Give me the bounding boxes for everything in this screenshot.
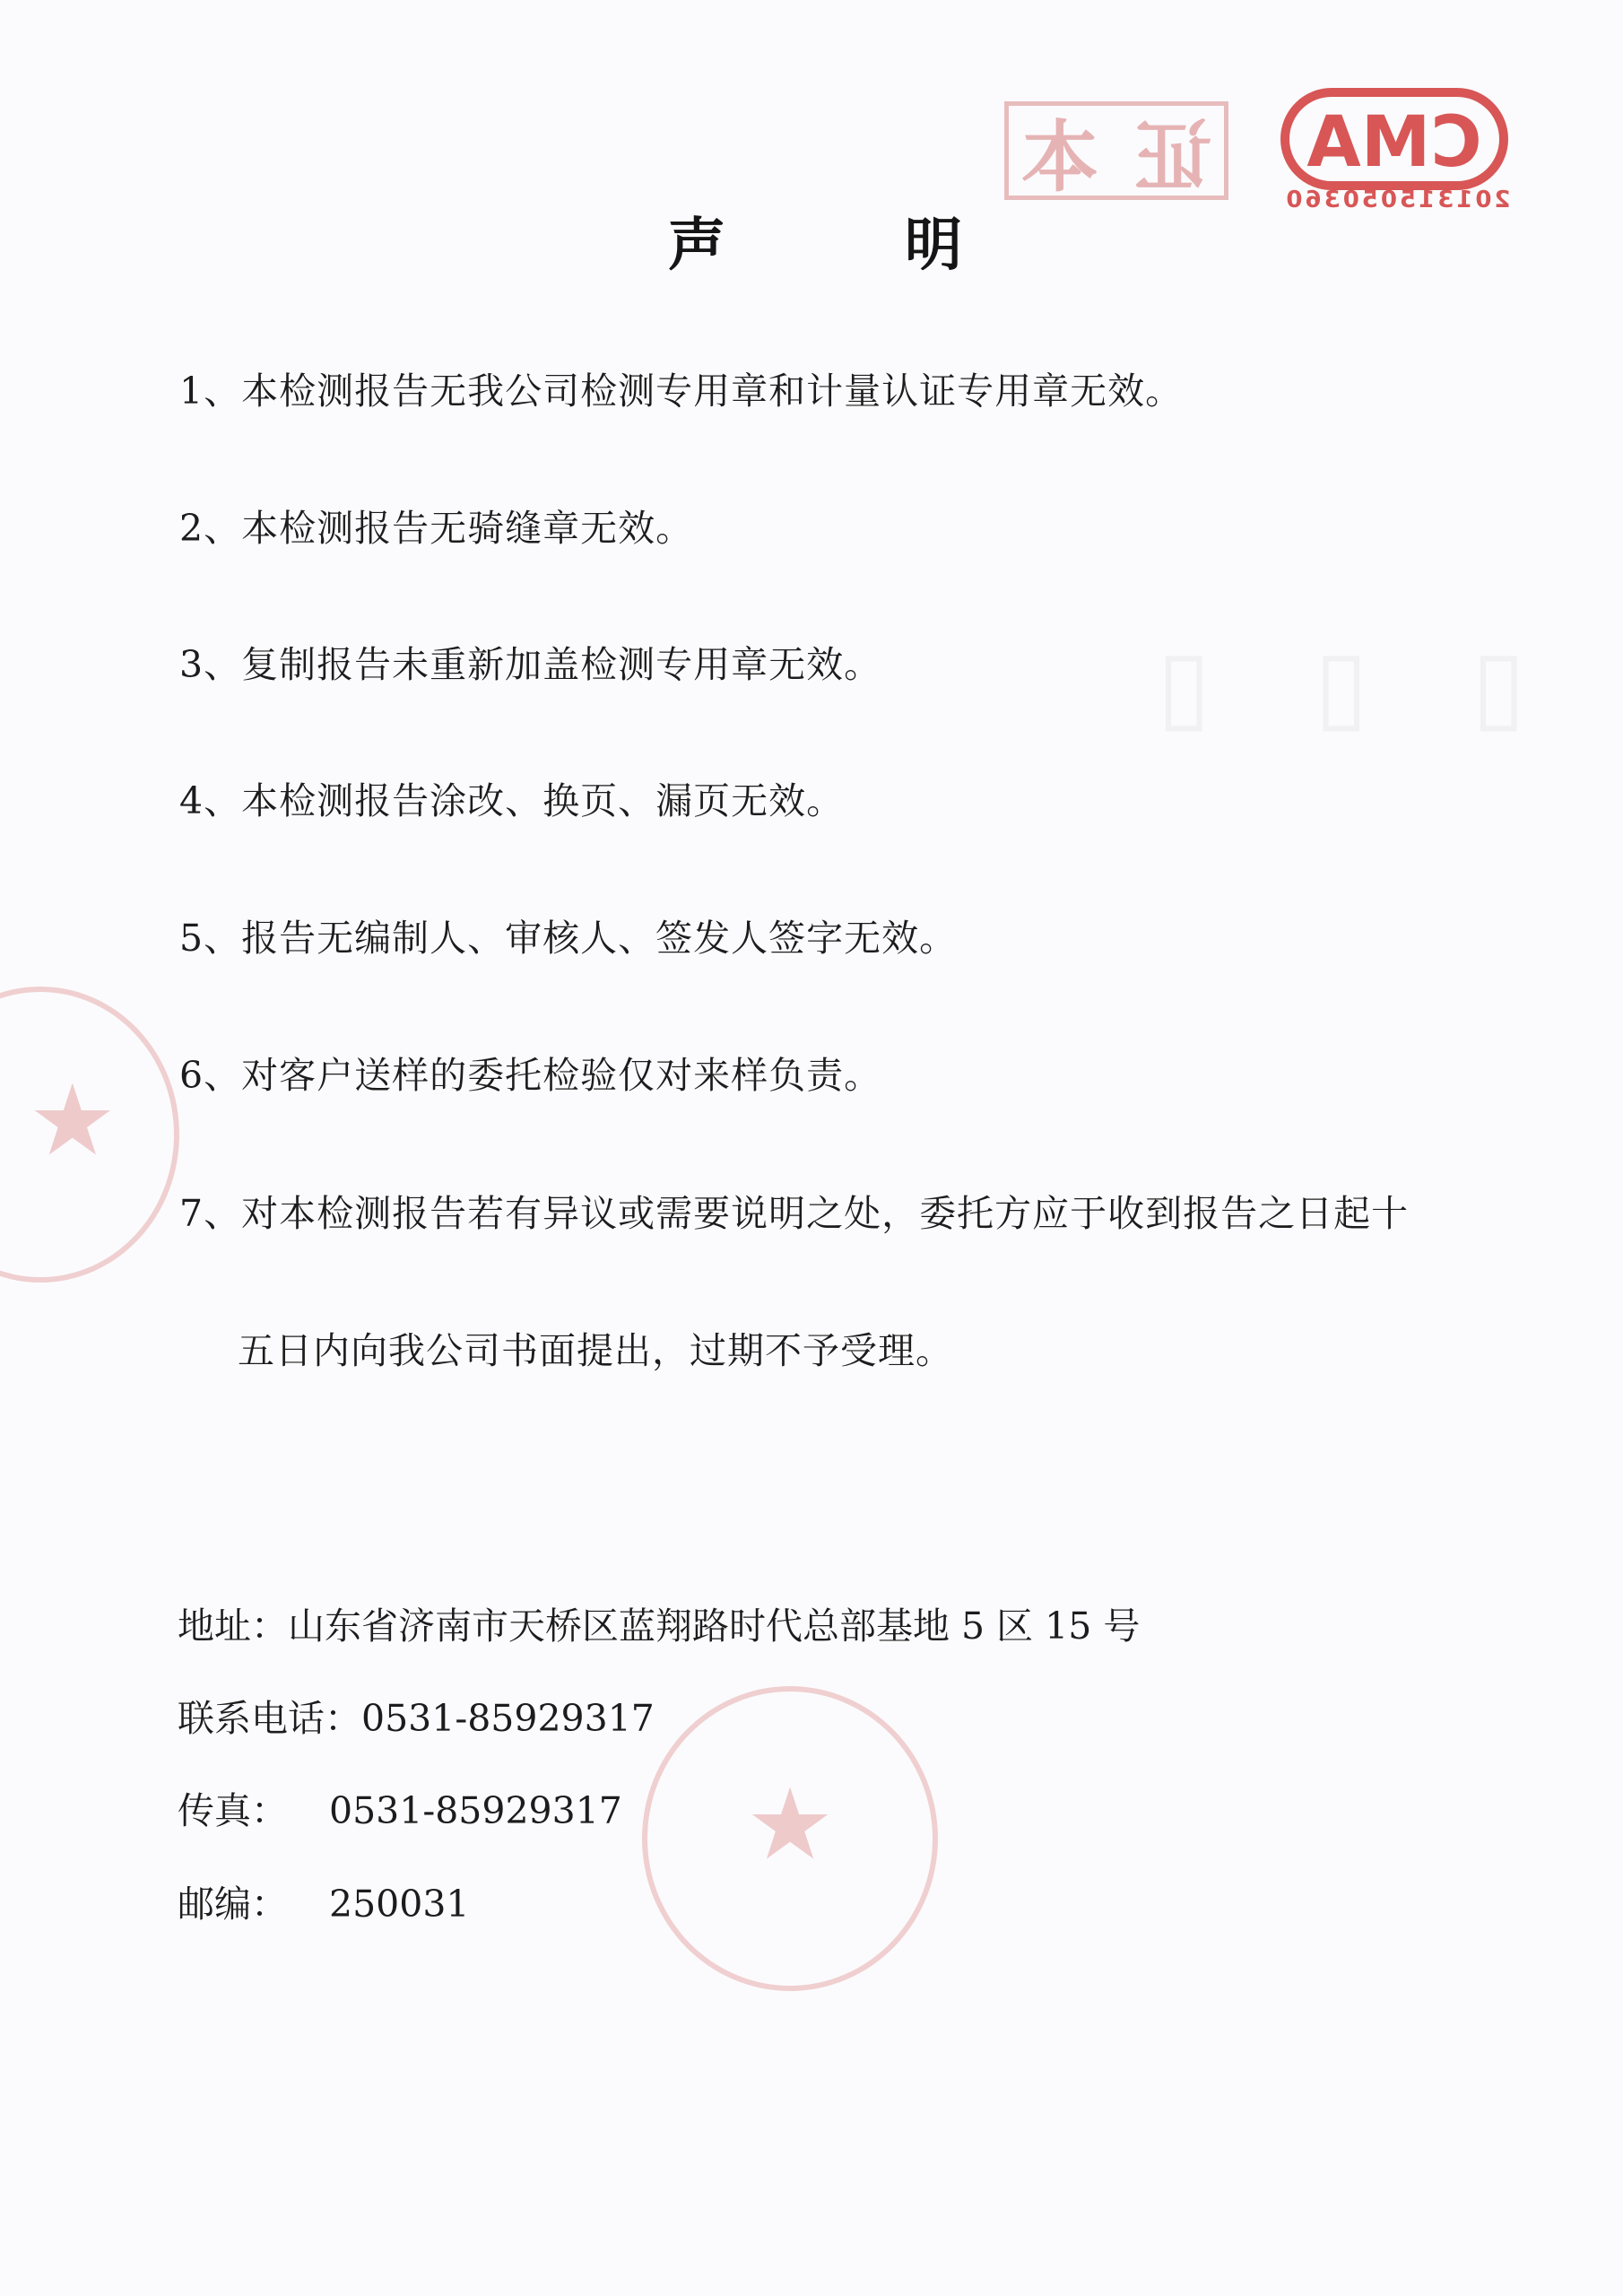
page-title: 声明 [668, 212, 1141, 279]
address-value: 山东省济南市天桥区蓝翔路时代总部基地 5 区 15 号 [288, 1605, 1141, 1648]
seal-star-icon: ★ [745, 1766, 835, 1882]
postcode-value: 250031 [329, 1883, 470, 1926]
statement-item-1: 1、本检测报告无我公司检测专用章和计量认证专用章无效。 [179, 370, 1184, 413]
statement-item-6: 6、对客户送样的委托检验仅对来样负责。 [179, 1054, 882, 1097]
statement-item-7: 7、对本检测报告若有异议或需要说明之处，委托方应于收到报告之日起十 [179, 1192, 1410, 1235]
round-seal-left [0, 987, 179, 1283]
postcode-label: 邮编： [178, 1883, 288, 1926]
postcode-line [178, 1874, 470, 1927]
show-through-text: ▯ ▯ ▯ [1157, 628, 1562, 743]
round-seal-bottom [642, 1686, 938, 1991]
statement-item-4: 4、本检测报告涂改、换页、漏页无效。 [179, 779, 845, 822]
phone-line [178, 1689, 655, 1742]
fax-value: 0531-85929317 [329, 1789, 622, 1832]
phone-value: 0531-85929317 [361, 1697, 655, 1740]
phone-label: 联系电话： [178, 1697, 361, 1740]
statement-item-3: 3、复制报告未重新加盖检测专用章无效。 [179, 643, 882, 686]
svg-text:CMA: CMA [1306, 102, 1482, 183]
statement-item-7-continuation: 五日内向我公司书面提出，过期不予受理。 [238, 1329, 953, 1372]
benzheng-char-2: 证 [1129, 112, 1211, 203]
fax-line [178, 1781, 622, 1834]
statement-item-2: 2、本检测报告无骑缝章无效。 [179, 507, 694, 550]
benzheng-char-1: 本 [1021, 112, 1104, 203]
cma-code: 201315050360 [1283, 187, 1511, 213]
seal-star-icon: ★ [28, 1063, 117, 1178]
address-label: 地址： [178, 1605, 288, 1648]
fax-label: 传真： [178, 1789, 288, 1832]
statement-item-5: 5、报告无编制人、审核人、签发人签字无效。 [179, 917, 958, 960]
address-line [178, 1596, 1140, 1649]
benzheng-stamp [1004, 101, 1228, 203]
